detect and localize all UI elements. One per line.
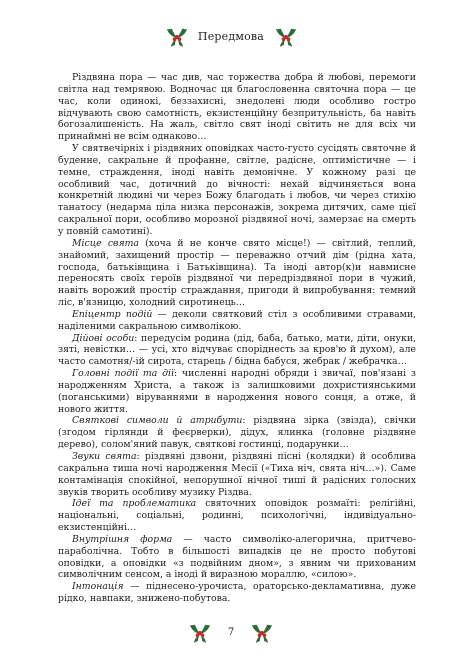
paragraph-text: : передусім родина (дід, баба, батько, мати, діти, онуки, зяті, невістки… — усі, хто відчуває споріднесть за кров'ю й духом), але часто самотня/-ій сирота, старець / бідна бабуся, жебрак / жебрачка…	[58, 332, 416, 368]
paragraph-text: Різдвяна пора — час див, час торжества добра й любові, перемоги світла над темрявою. Водночас ця благословенна святочна пора — це час, коли одинокі, беззахисні, знедолені люди особливо гостро відчувають свою самотність, екзистенційну безпритульність, ба навіть богозалишеність. На жаль, світло свят іноді світить не для всіх чи принаймні не всім однаково…	[58, 72, 416, 143]
page-number: 7	[227, 627, 235, 638]
paragraph-text: (хоча й не конче свято місце!) — світлий, теплий, знайомий, захищений простір — переважно отчий дім (рідна хата, господа, батьківщина і Батьківщина). Та іноді автор(к)и навмисне переносять своїх героїв різдвяної чи передріздвяної пори в чужий, навіть ворожий простір страждання, пригоди й випробування: темний ліс, в'язницю, холодний сиротинець…	[58, 237, 417, 309]
paragraph-text: : численні народні обряди і звичаї, пов'язані з народженням Христа, а також із залишковими дохристиянськими (поганськими) віруваннями в народження нового сонця, а отже, й нового життя.	[58, 368, 417, 415]
paragraph-lead: Дійові особи	[72, 332, 135, 344]
paragraph	[58, 581, 416, 605]
paragraph-lead: Епіцентр подій	[72, 308, 153, 320]
running-head: Передмова	[197, 30, 265, 43]
paragraph-text: — піднесено-урочиста, ораторсько-декламативна, дуже рідко, навпаки, знижено-побутова.	[58, 581, 416, 605]
paragraph	[58, 451, 416, 498]
paragraph	[58, 534, 416, 581]
paragraph	[58, 143, 416, 238]
paragraph-text: : різдвяні дзвони, різдвяні пісні (колядки) й особлива сакральна тиша ночі народження Месії («Тиха ніч, свята ніч…»). Саме контамінація спокійної, непорушної нічної тиші й радісних голосних звуків творить особливу музику Різдва.	[58, 451, 416, 498]
paragraph	[58, 309, 416, 333]
page-footer	[0, 622, 462, 646]
paragraph-text: У святвечірніх і різдвяних оповідках часто-густо сусідять святочне й буденне, сакральне й профанне, світле, радісне, оптимістичне — і темне, страждення, іноді навіть демонічне. У кожному разі це особливий час, дотичний до вічності: нехай відчиняється вона конкретній людині чи через Божу благодать і любов, чи через стихію танатосу (недарма ціла низка персонажів, зокрема дитячих, саме цієї сакральної пори, особливо морозної різдвяної ночі, замерзає на смерть у повній самотині).	[58, 143, 416, 237]
paragraph	[58, 72, 416, 143]
paragraph-lead: Інтонація	[72, 581, 124, 593]
paragraph-lead: Головні події та дії	[72, 368, 174, 380]
paragraph	[58, 333, 416, 369]
paragraph-text: — часто символіко-алегорична, притчево-параболічна. Тобто в більшості випадків це не просто побутові оповідки, а оповідки «з подвійним дном», з явним чи прихованим символічним сенсом, а іноді й виразною мораллю, «силою».	[58, 533, 416, 581]
paragraph-lead: Святкові символи й атрибути	[72, 415, 243, 427]
paragraph	[58, 238, 416, 309]
paragraph-text: святочних оповідок розмаїті: релігійні, національні, соціальні, родинні, психологічні, індивідуально-екзистенційні…	[58, 498, 416, 534]
holly-right-icon	[250, 622, 274, 644]
holly-right-icon	[274, 26, 298, 48]
paragraph	[58, 415, 416, 451]
paragraph	[58, 498, 416, 534]
body-text	[58, 72, 416, 605]
paragraph	[58, 368, 416, 415]
page-header	[0, 22, 462, 52]
paragraph-lead: Звуки свята	[72, 451, 137, 462]
paragraph-text: : різдвяна зірка (звізда), свічки (згодом гірлянди й феєрверки), дідух, ялинка (головне різдвяне дерево), солом'яний павук, святкові гостинці, подарунки…	[58, 415, 416, 451]
paragraph-lead: Ідеї та проблематика	[72, 498, 197, 510]
paragraph-text: — деколи святковий стіл з особливими стравами, наділеними сакральною символікою.	[58, 308, 416, 332]
paragraph-lead: Внутрішня форма	[72, 533, 173, 545]
paragraph-lead: Місце свята	[72, 237, 139, 249]
